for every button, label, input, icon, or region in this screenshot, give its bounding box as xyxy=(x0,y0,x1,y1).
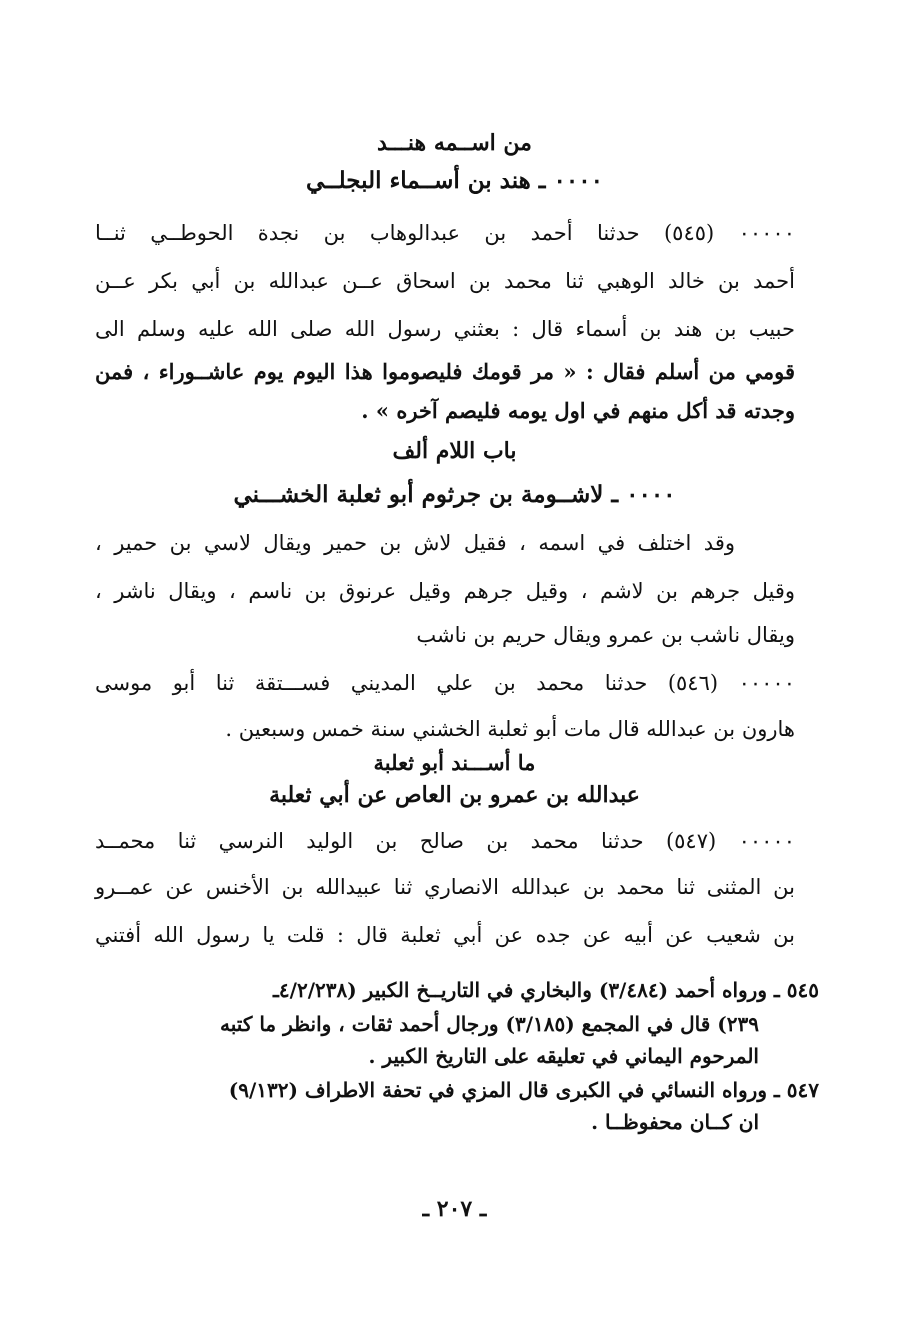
hadith-545-line-4: قومي من أسلم فقال : « مر قومك فليصوموا هذا اليوم يوم عاشــوراء ، فمن xyxy=(95,359,795,384)
footnote-545-line-1: ٥٤٥ ـ ورواه أحمد (٣/٤٨٤) والبخاري في التاريــخ الكبير (٤/٢/٢٣٨ـ xyxy=(273,978,819,1002)
hadith-547-line-3: بن شعيب عن أبيه عن جده عن أبي ثعلبة قال : قلت يا رسول الله أفتني xyxy=(95,923,795,947)
section-heading: من اســمه هنـــد xyxy=(377,130,532,156)
narrator-heading: عبدالله بن عمرو بن العاص عن أبي ثعلبة xyxy=(269,782,640,808)
entry-heading: ٠٠٠٠ ـ لاشــومة بن جرثوم أبو ثعلبة الخشـــني xyxy=(233,481,676,508)
name-note-line-2: وقيل جرهم بن لاشم ، وقيل جرهم وقيل عرنوق بن ناسم ، ويقال ناشر ، xyxy=(95,579,795,603)
hadith-545-line-5: وجدته قد أكل منهم في اول يومه فليصم آخره » . xyxy=(361,398,795,423)
hadith-546-line-1: ٠٠٠٠٠ (٥٤٦) حدثنا محمد بن علي المديني فســـتقة ثنا أبو موسى xyxy=(95,671,795,695)
name-note-line-1: وقد اختلف في اسمه ، فقيل لاش بن حمير ويقال لاسي بن حمير ، xyxy=(95,531,735,555)
hadith-547-line-1: ٠٠٠٠٠ (٥٤٧) حدثنا محمد بن صالح بن الوليد النرسي ثنا محمــد xyxy=(95,829,795,853)
hadith-545-line-2: أحمد بن خالد الوهبي ثنا محمد بن اسحاق عــن عبدالله بن أبي بكر عــن xyxy=(95,269,795,293)
footnote-547-line-1: ٥٤٧ ـ ورواه النسائي في الكبرى قال المزي في تحفة الاطراف (٩/١٣٢) xyxy=(228,1078,819,1102)
name-note-line-3: ويقال ناشب بن عمرو ويقال حريم بن ناشب xyxy=(416,623,795,647)
hadith-547-line-2: بن المثنى ثنا محمد بن عبدالله الانصاري ثنا عبيدالله بن الأخنس عن عمــرو xyxy=(95,875,795,899)
hadith-545-line-3: حبيب بن هند بن أسماء قال : بعثني رسول الله صلى الله عليه وسلم الى xyxy=(95,317,795,341)
footnote-545-line-2: ٢٣٩) قال في المجمع (٣/١٨٥) ورجال أحمد ثقات ، وانظر ما كتبه xyxy=(220,1012,759,1036)
footnote-547-line-2: ان كــان محفوظــا . xyxy=(591,1110,759,1134)
page-number: ـ ٢٠٧ ـ xyxy=(422,1196,487,1222)
hadith-546-line-2: هارون بن عبدالله قال مات أبو ثعلبة الخشني سنة خمس وسبعين . xyxy=(225,717,795,741)
subsection-heading: ما أســـند أبو ثعلبة xyxy=(373,750,536,775)
hadith-545-line-1: ٠٠٠٠٠ (٥٤٥) حدثنا أحمد بن عبدالوهاب بن نجدة الحوطــي ثنــا xyxy=(95,221,795,245)
entry-heading: ٠٠٠٠ ـ هند بن أســماء البجلــي xyxy=(306,167,603,194)
footnote-545-line-3: المرحوم اليماني في تعليقه على التاريخ الكبير . xyxy=(368,1044,759,1068)
chapter-heading: باب اللام ألف xyxy=(392,438,517,464)
